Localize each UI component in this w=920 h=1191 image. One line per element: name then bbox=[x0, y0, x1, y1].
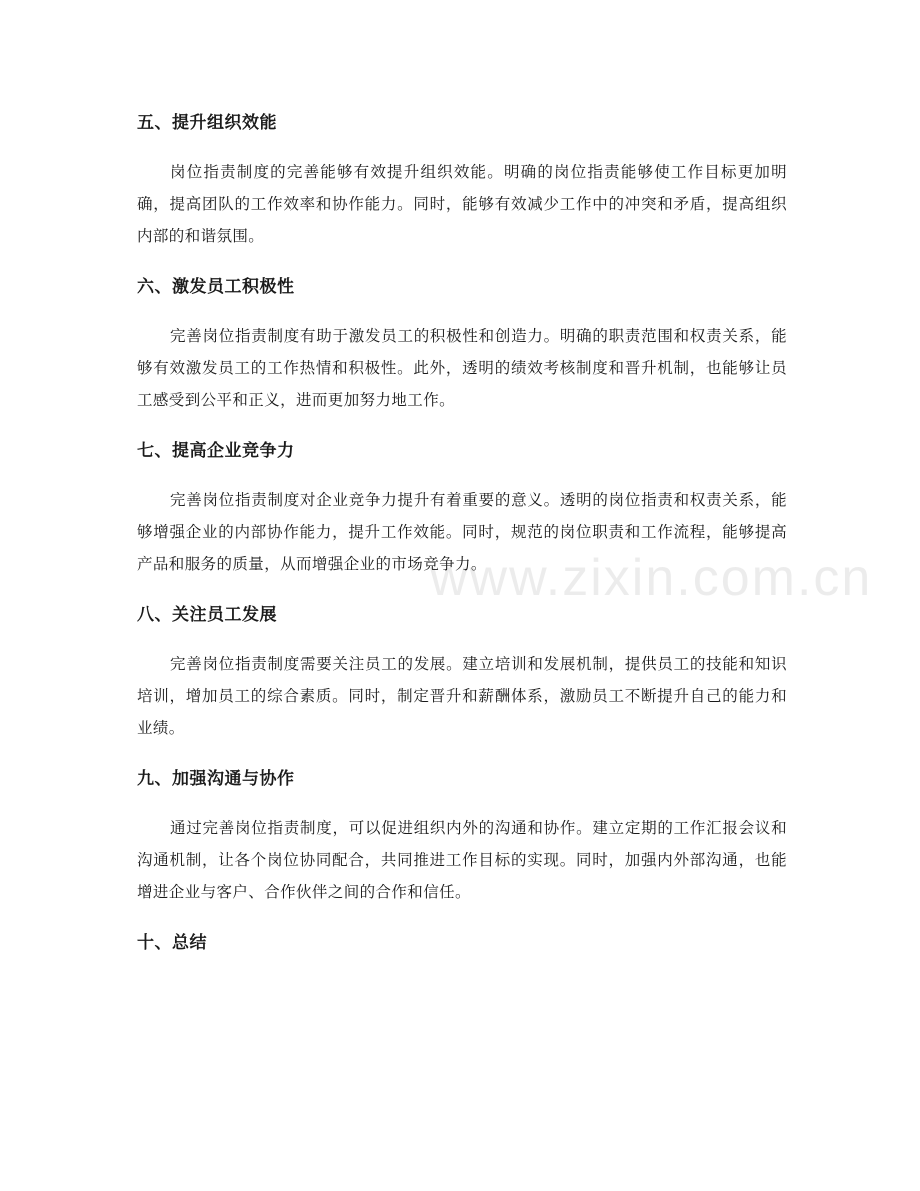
section-5 bbox=[137, 107, 787, 252]
section-paragraph: 完善岗位指责制度有助于激发员工的积极性和创造力。明确的职责范围和权责关系，能够有效激发员工的工作热情和积极性。此外，透明的绩效考核制度和晋升机制，也能够让员工感受到公平和正义，进而更加努力地工作。 bbox=[137, 327, 787, 409]
section-heading: 六、激发员工积极性 bbox=[137, 277, 295, 297]
section-9 bbox=[137, 763, 787, 908]
document-content bbox=[137, 107, 787, 976]
section-paragraph: 岗位指责制度的完善能够有效提升组织效能。明确的岗位指责能够使工作目标更加明确，提高团队的工作效率和协作能力。同时，能够有效减少工作中的冲突和矛盾，提高组织内部的和谐氛围。 bbox=[137, 163, 787, 245]
section-heading: 七、提高企业竞争力 bbox=[137, 441, 295, 461]
section-heading: 九、加强沟通与协作 bbox=[137, 769, 295, 789]
section-8 bbox=[137, 599, 787, 744]
section-heading: 八、关注员工发展 bbox=[137, 605, 277, 625]
section-paragraph: 完善岗位指责制度需要关注员工的发展。建立培训和发展机制，提供员工的技能和知识培训，增加员工的综合素质。同时，制定晋升和薪酬体系，激励员工不断提升自己的能力和业绩。 bbox=[137, 655, 787, 737]
section-6 bbox=[137, 271, 787, 416]
section-paragraph: 通过完善岗位指责制度，可以促进组织内外的沟通和协作。建立定期的工作汇报会议和沟通机制，让各个岗位协同配合，共同推进工作目标的实现。同时，加强内外部沟通，也能增进企业与客户、合作伙伴之间的合作和信任。 bbox=[137, 819, 787, 901]
section-heading: 十、总结 bbox=[137, 933, 207, 953]
section-paragraph: 完善岗位指责制度对企业竞争力提升有着重要的意义。透明的岗位指责和权责关系，能够增强企业的内部协作能力，提升工作效能。同时，规范的岗位职责和工作流程，能够提高产品和服务的质量，从而增强企业的市场竞争力。 bbox=[137, 491, 787, 573]
section-heading: 五、提升组织效能 bbox=[137, 113, 277, 133]
section-10 bbox=[137, 927, 787, 959]
watermark: www.zixin.com.cn bbox=[430, 549, 873, 607]
section-7 bbox=[137, 435, 787, 580]
